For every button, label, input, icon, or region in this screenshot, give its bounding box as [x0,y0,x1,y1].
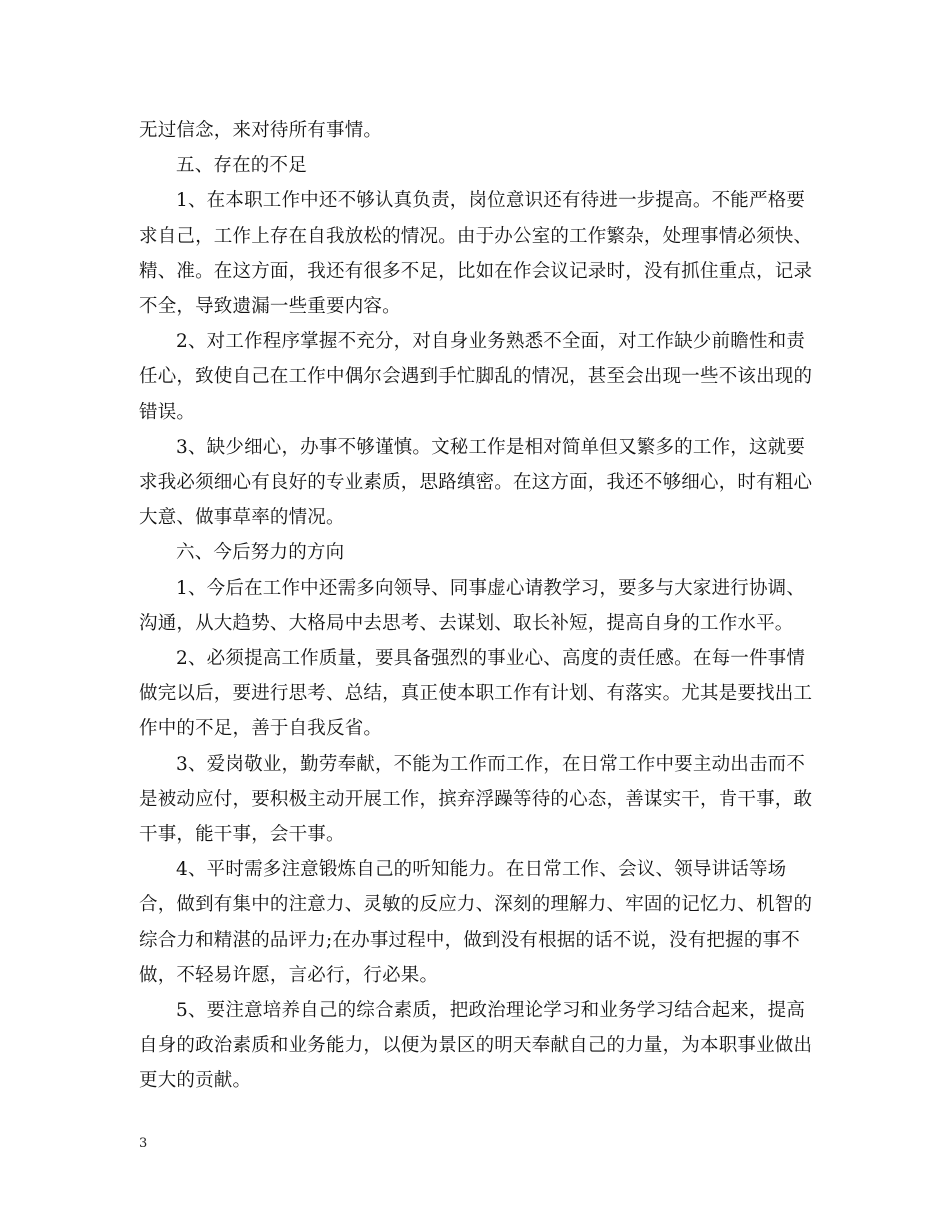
section-heading-shortcomings: 五、存在的不足 [176,155,307,177]
paragraph-1: 无过信念，来对待所有事情。 [139,120,383,141]
paragraph-direction-2: 2、必须提高工作质量，要具备强烈的事业心、高度的责任感。在每一件事情做完以后，要进行思考、总结，真正使本职工作有计划、有落实。尤其是要找出工作中的不足，善于自我反省。 [139,648,813,740]
document-body [139,113,814,1099]
paragraph-shortcoming-3: 3、缺少细心，办事不够谨慎。文秘工作是相对简单但又繁多的工作，这就要求我必须细心有良好的专业素质，思路缜密。在这方面，我还不够细心，时有粗心大意、做事草率的情况。 [139,436,813,529]
paragraph-direction-1: 1、今后在工作中还需多向领导、同事虚心请教学习，要多与大家进行协调、沟通，从大趋势、大格局中去思考、去谋划、取长补短，提高自身的工作水平。 [139,577,806,634]
paragraph-direction-3: 3、爱岗敬业，勤劳奉献，不能为工作而工作，在日常工作中要主动出击而不是被动应付，要积极主动开展工作，摈弃浮躁等待的心态，善谋实干，肯干事，敢干事，能干事，会干事。 [139,753,813,846]
paragraph-direction-4: 4、平时需多注意锻炼自己的听知能力。在日常工作、会议、领导讲话等场合，做到有集中的注意力、灵敏的反应力、深刻的理解力、牢固的记忆力、机智的综合力和精湛的品评力;在办事过程中，做到没有根据的话不说，没有把握的事不做，不轻易许愿，言必行，行必果。 [139,859,813,986]
paragraph-shortcoming-2: 2、对工作程序掌握不充分，对自身业务熟悉不全面，对工作缺少前瞻性和责任心，致使自己在工作中偶尔会遇到手忙脚乱的情况，甚至会出现一些不该出现的错误。 [139,331,813,423]
page-number: 3 [139,1136,148,1151]
section-heading-direction: 六、今后努力的方向 [176,542,345,564]
paragraph-shortcoming-1: 1、在本职工作中还不够认真负责，岗位意识还有待进一步提高。不能严格要求自己，工作上存在自我放松的情况。由于办公室的工作繁杂，处理事情必须快、精、准。在这方面，我还有很多不足，比如在作会议记录时，没有抓住重点，记录不全，导致遗漏一些重要内容。 [139,190,813,318]
paragraph-direction-5: 5、要注意培养自己的综合素质，把政治理论学习和业务学习结合起来，提高自身的政治素质和业务能力，以便为景区的明天奉献自己的力量，为本职事业做出更大的贡献。 [139,1000,813,1092]
